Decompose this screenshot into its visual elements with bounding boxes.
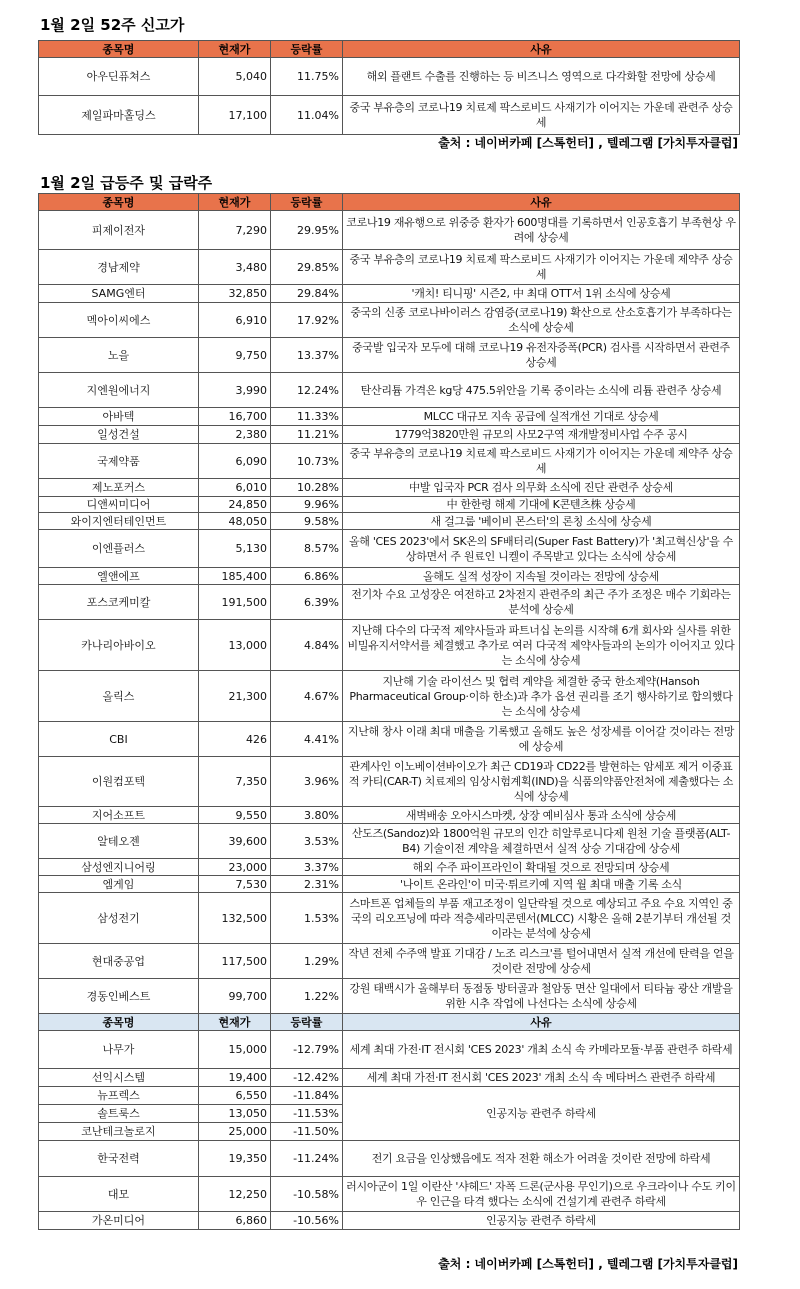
table-row bbox=[39, 303, 740, 338]
reason: '나이트 온라인'이 미국·튀르키예 지역 월 최대 매출 기록 소식 bbox=[343, 876, 740, 893]
reason: MLCC 대규모 지속 공급에 실적개선 기대로 상승세 bbox=[343, 408, 740, 426]
change-rate: -10.58% bbox=[271, 1177, 343, 1212]
header-reason: 사유 bbox=[343, 41, 740, 58]
stock-name: 경동인베스트 bbox=[39, 979, 199, 1014]
current-price: 15,000 bbox=[199, 1031, 271, 1069]
reason: 작년 전체 수주액 발표 기대감 / 노조 리스크'를 털어내면서 실적 개선에 탄력을 얻을 것이란 전망에 상승세 bbox=[343, 944, 740, 979]
current-price: 3,990 bbox=[199, 373, 271, 408]
current-price: 426 bbox=[199, 722, 271, 757]
stock-name: SAMG엔터 bbox=[39, 285, 199, 303]
change-rate: 29.95% bbox=[271, 211, 343, 250]
stock-name: 삼성전기 bbox=[39, 893, 199, 944]
table-row bbox=[39, 444, 740, 479]
change-rate: 17.92% bbox=[271, 303, 343, 338]
table-row bbox=[39, 893, 740, 944]
table-row bbox=[39, 876, 740, 893]
stock-name: 제노포커스 bbox=[39, 479, 199, 497]
stock-name: 대모 bbox=[39, 1177, 199, 1212]
table-row bbox=[39, 250, 740, 285]
header-name: 종목명 bbox=[39, 1014, 199, 1031]
table-row bbox=[39, 338, 740, 373]
table-row bbox=[39, 1069, 740, 1087]
current-price: 39,600 bbox=[199, 824, 271, 859]
stock-name: 현대중공업 bbox=[39, 944, 199, 979]
table-row bbox=[39, 285, 740, 303]
change-rate: 3.53% bbox=[271, 824, 343, 859]
reason: 중국의 신종 코로나바이러스 감염증(코로나19) 확산으로 산소호흡기가 부족하다는 소식에 상승세 bbox=[343, 303, 740, 338]
current-price: 5,040 bbox=[199, 58, 271, 96]
reason: 스마트폰 업체들의 부품 재고조정이 일단락될 것으로 예상되고 주요 수요 지역인 중국의 리오프닝에 따라 적층세라믹콘덴서(MLCC) 시황은 올해 2분기부터 개선될 것이라는 분석에 상승세 bbox=[343, 893, 740, 944]
source-note-movers: 출처 : 네이버카페 [스톡헌터] , 텔레그램 [가치투자클럽] bbox=[438, 1257, 738, 1271]
stock-name: 알테오젠 bbox=[39, 824, 199, 859]
change-rate: 11.75% bbox=[271, 58, 343, 96]
table-row bbox=[39, 979, 740, 1014]
table-row bbox=[39, 722, 740, 757]
reason: 강원 태백시가 올해부터 동점동 방터골과 철암동 면산 일대에서 티타늄 광산 개발을 위한 시추 작업에 나선다는 소식에 상승세 bbox=[343, 979, 740, 1014]
current-price: 24,850 bbox=[199, 497, 271, 513]
table-row bbox=[39, 824, 740, 859]
table-row bbox=[39, 497, 740, 513]
header-rate: 등락률 bbox=[271, 194, 343, 211]
current-price: 13,050 bbox=[199, 1105, 271, 1123]
reason: 인공지능 관련주 하락세 bbox=[343, 1087, 740, 1141]
reason: 러시아군이 1일 이란산 '샤헤드' 자폭 드론(군사용 무인기)으로 우크라이나 수도 키이우 인근을 타격 했다는 소식에 건설기계 관련주 하락세 bbox=[343, 1177, 740, 1212]
current-price: 7,530 bbox=[199, 876, 271, 893]
stock-name: 한국전력 bbox=[39, 1141, 199, 1177]
header-rate: 등락률 bbox=[271, 1014, 343, 1031]
stock-name: 솔트룩스 bbox=[39, 1105, 199, 1123]
current-price: 191,500 bbox=[199, 585, 271, 620]
reason: 올해 'CES 2023'에서 SK온의 SF배터리(Super Fast Battery)가 '최고혁신상'을 수상하면서 주 원료인 니켈이 주목받고 있다는 소식에 상승세 bbox=[343, 530, 740, 568]
change-rate: 1.29% bbox=[271, 944, 343, 979]
reason: 지난해 기술 라이선스 및 협력 계약을 체결한 중국 한소제약(Hansoh Pharmaceutical Group·이하 한소)과 추가 옵션 권리를 조기 행사하기로 합의했다는 소식에 상승세 bbox=[343, 671, 740, 722]
change-rate: 13.37% bbox=[271, 338, 343, 373]
stock-name: 카나리아바이오 bbox=[39, 620, 199, 671]
change-rate: 3.80% bbox=[271, 807, 343, 824]
table-row bbox=[39, 757, 740, 807]
header-name: 종목명 bbox=[39, 194, 199, 211]
stock-name: 피제이전자 bbox=[39, 211, 199, 250]
reason: 전기 요금을 인상했음에도 적자 전환 해소가 어려울 것이란 전망에 하락세 bbox=[343, 1141, 740, 1177]
current-price: 17,100 bbox=[199, 96, 271, 135]
change-rate: 9.96% bbox=[271, 497, 343, 513]
change-rate: -12.79% bbox=[271, 1031, 343, 1069]
change-rate: -11.84% bbox=[271, 1087, 343, 1105]
reason: 1779억3820만원 규모의 사모2구역 재개발정비사업 수주 공시 bbox=[343, 426, 740, 444]
current-price: 9,550 bbox=[199, 807, 271, 824]
stock-name: 지어소프트 bbox=[39, 807, 199, 824]
header-price: 현재가 bbox=[199, 41, 271, 58]
change-rate: -11.50% bbox=[271, 1123, 343, 1141]
table-row bbox=[39, 530, 740, 568]
reason: 새 걸그룹 '베이비 몬스터'의 론칭 소식에 상승세 bbox=[343, 513, 740, 530]
change-rate: -10.56% bbox=[271, 1212, 343, 1230]
current-price: 16,700 bbox=[199, 408, 271, 426]
current-price: 7,290 bbox=[199, 211, 271, 250]
stock-name: 코난테크놀로지 bbox=[39, 1123, 199, 1141]
stock-name: 아우딘퓨쳐스 bbox=[39, 58, 199, 96]
header-reason: 사유 bbox=[343, 1014, 740, 1031]
change-rate: 8.57% bbox=[271, 530, 343, 568]
change-rate: 4.41% bbox=[271, 722, 343, 757]
new-high-table bbox=[38, 40, 740, 135]
table-row bbox=[39, 671, 740, 722]
reason: 세계 최대 가전·IT 전시회 'CES 2023' 개최 소식 속 메타버스 관련주 하락세 bbox=[343, 1069, 740, 1087]
stock-name: 노을 bbox=[39, 338, 199, 373]
table-header-row-down bbox=[39, 1014, 740, 1031]
stock-name: 와이지엔터테인먼트 bbox=[39, 513, 199, 530]
change-rate: -12.42% bbox=[271, 1069, 343, 1087]
reason: 산도즈(Sandoz)와 1800억원 규모의 인간 히알루로니다제 원천 기술 플랫폼(ALT-B4) 기술이전 계약을 체결하면서 실적 상승 기대감에 상승세 bbox=[343, 824, 740, 859]
reason: 전기차 수요 고성장은 여전하고 2차전지 관련주의 최근 주가 조정은 매수 기회라는 분석에 상승세 bbox=[343, 585, 740, 620]
change-rate: 6.39% bbox=[271, 585, 343, 620]
table-row bbox=[39, 513, 740, 530]
table-row bbox=[39, 620, 740, 671]
change-rate: -11.53% bbox=[271, 1105, 343, 1123]
change-rate: -11.24% bbox=[271, 1141, 343, 1177]
change-rate: 10.28% bbox=[271, 479, 343, 497]
change-rate: 3.37% bbox=[271, 859, 343, 876]
source-note-new-high: 출처 : 네이버카페 [스톡헌터] , 텔레그램 [가치투자클럽] bbox=[438, 136, 738, 150]
table-row bbox=[39, 807, 740, 824]
current-price: 6,010 bbox=[199, 479, 271, 497]
change-rate: 4.84% bbox=[271, 620, 343, 671]
section-title-new-high: 1월 2일 52주 신고가 bbox=[40, 16, 185, 34]
table-header-row bbox=[39, 41, 740, 58]
reason: 세계 최대 가전·IT 전시회 'CES 2023' 개최 소식 속 카메라모듈·부품 관련주 하락세 bbox=[343, 1031, 740, 1069]
current-price: 132,500 bbox=[199, 893, 271, 944]
reason: 인공지능 관련주 하락세 bbox=[343, 1212, 740, 1230]
stock-name: 엘앤에프 bbox=[39, 568, 199, 585]
stock-name: 멕아이씨에스 bbox=[39, 303, 199, 338]
reason: 중국 부유층의 코로나19 치료제 팍스로비드 사재기가 이어지는 가운데 제약주 상승세 bbox=[343, 250, 740, 285]
reason: 지난해 창사 이래 최대 매출을 기록했고 올해도 높은 성장세를 이어갈 것이라는 전망에 상승세 bbox=[343, 722, 740, 757]
stock-name: 나무가 bbox=[39, 1031, 199, 1069]
current-price: 6,090 bbox=[199, 444, 271, 479]
reason: 코로나19 재유행으로 위중증 환자가 600명대를 기록하면서 인공호흡기 부족현상 우려에 상승세 bbox=[343, 211, 740, 250]
change-rate: 12.24% bbox=[271, 373, 343, 408]
current-price: 23,000 bbox=[199, 859, 271, 876]
change-rate: 4.67% bbox=[271, 671, 343, 722]
change-rate: 2.31% bbox=[271, 876, 343, 893]
current-price: 185,400 bbox=[199, 568, 271, 585]
change-rate: 10.73% bbox=[271, 444, 343, 479]
change-rate: 11.21% bbox=[271, 426, 343, 444]
stock-name: 아바텍 bbox=[39, 408, 199, 426]
stock-name: 디앤씨미디어 bbox=[39, 497, 199, 513]
reason: 중국 부유층의 코로나19 치료제 팍스로비드 사재기가 이어지는 가운데 관련주 상승세 bbox=[343, 96, 740, 135]
current-price: 117,500 bbox=[199, 944, 271, 979]
reason: 올해도 실적 성장이 지속될 것이라는 전망에 상승세 bbox=[343, 568, 740, 585]
stock-name: 엠게임 bbox=[39, 876, 199, 893]
change-rate: 11.04% bbox=[271, 96, 343, 135]
change-rate: 11.33% bbox=[271, 408, 343, 426]
current-price: 3,480 bbox=[199, 250, 271, 285]
current-price: 6,860 bbox=[199, 1212, 271, 1230]
reason: 中발 입국자 PCR 검사 의무화 소식에 진단 관련주 상승세 bbox=[343, 479, 740, 497]
reason: 해외 플랜트 수출를 진행하는 등 비즈니스 영역으로 다각화할 전망에 상승세 bbox=[343, 58, 740, 96]
change-rate: 6.86% bbox=[271, 568, 343, 585]
table-row bbox=[39, 96, 740, 135]
table-row bbox=[39, 1212, 740, 1230]
current-price: 7,350 bbox=[199, 757, 271, 807]
change-rate: 1.53% bbox=[271, 893, 343, 944]
current-price: 2,380 bbox=[199, 426, 271, 444]
stock-name: 일성건설 bbox=[39, 426, 199, 444]
table-row bbox=[39, 859, 740, 876]
reason: '캐치! 티니핑' 시즌2, 中 최대 OTT서 1위 소식에 상승세 bbox=[343, 285, 740, 303]
table-row bbox=[39, 1177, 740, 1212]
change-rate: 1.22% bbox=[271, 979, 343, 1014]
reason: 해외 수주 파이프라인이 확대될 것으로 전망되며 상승세 bbox=[343, 859, 740, 876]
current-price: 48,050 bbox=[199, 513, 271, 530]
stock-name: 제일파마홀딩스 bbox=[39, 96, 199, 135]
table-row bbox=[39, 1031, 740, 1069]
table-row bbox=[39, 1087, 740, 1105]
current-price: 6,910 bbox=[199, 303, 271, 338]
current-price: 25,000 bbox=[199, 1123, 271, 1141]
stock-name: 이엔플러스 bbox=[39, 530, 199, 568]
reason: 중국발 입국자 모두에 대해 코로나19 유전자증폭(PCR) 검사를 시작하면서 관련주 상승세 bbox=[343, 338, 740, 373]
header-price: 현재가 bbox=[199, 1014, 271, 1031]
stock-name: 경남제약 bbox=[39, 250, 199, 285]
table-row bbox=[39, 479, 740, 497]
reason: 중국 부유층의 코로나19 치료제 팍스로비드 사재기가 이어지는 가운데 제약주 상승세 bbox=[343, 444, 740, 479]
section-title-movers: 1월 2일 급등주 및 급락주 bbox=[40, 174, 213, 192]
change-rate: 29.85% bbox=[271, 250, 343, 285]
reason: 관계사인 이노베이션바이오가 최근 CD19과 CD22를 발현하는 암세포 제거 이중표적 카티(CAR-T) 치료제의 임상시험계획(IND)을 식품의약품안전처에 제출했다는 소식에 상승세 bbox=[343, 757, 740, 807]
current-price: 5,130 bbox=[199, 530, 271, 568]
table-row bbox=[39, 944, 740, 979]
current-price: 99,700 bbox=[199, 979, 271, 1014]
stock-name: 삼성엔지니어링 bbox=[39, 859, 199, 876]
current-price: 19,350 bbox=[199, 1141, 271, 1177]
reason: 새벽배송 오아시스마켓, 상장 예비심사 통과 소식에 상승세 bbox=[343, 807, 740, 824]
table-row bbox=[39, 373, 740, 408]
reason: 탄산리튬 가격은 kg당 475.5위안을 기록 중이라는 소식에 리튬 관련주 상승세 bbox=[343, 373, 740, 408]
current-price: 19,400 bbox=[199, 1069, 271, 1087]
stock-name: 올릭스 bbox=[39, 671, 199, 722]
change-rate: 3.96% bbox=[271, 757, 343, 807]
current-price: 32,850 bbox=[199, 285, 271, 303]
stock-name: 가온미디어 bbox=[39, 1212, 199, 1230]
table-row bbox=[39, 211, 740, 250]
header-price: 현재가 bbox=[199, 194, 271, 211]
table-row bbox=[39, 585, 740, 620]
stock-name: 선익시스템 bbox=[39, 1069, 199, 1087]
current-price: 6,550 bbox=[199, 1087, 271, 1105]
header-rate: 등락률 bbox=[271, 41, 343, 58]
change-rate: 9.58% bbox=[271, 513, 343, 530]
table-row bbox=[39, 408, 740, 426]
current-price: 9,750 bbox=[199, 338, 271, 373]
header-name: 종목명 bbox=[39, 41, 199, 58]
current-price: 21,300 bbox=[199, 671, 271, 722]
table-row bbox=[39, 426, 740, 444]
stock-name: CBI bbox=[39, 722, 199, 757]
table-row bbox=[39, 568, 740, 585]
reason: 지난해 다수의 다국적 제약사들과 파트너십 논의를 시작해 6개 회사와 실사를 위한 비밀유지서약서를 체결했고 추가로 여러 다국적 제약사들과의 논의가 이어지고 있다는 소식에 상승세 bbox=[343, 620, 740, 671]
table-row bbox=[39, 1141, 740, 1177]
current-price: 13,000 bbox=[199, 620, 271, 671]
stock-name: 뉴프렉스 bbox=[39, 1087, 199, 1105]
stock-name: 포스코케미칼 bbox=[39, 585, 199, 620]
table-row bbox=[39, 58, 740, 96]
table-header-row bbox=[39, 194, 740, 211]
current-price: 12,250 bbox=[199, 1177, 271, 1212]
header-reason: 사유 bbox=[343, 194, 740, 211]
movers-table bbox=[38, 193, 740, 1230]
reason: 中 한한령 해제 기대에 K콘텐츠株 상승세 bbox=[343, 497, 740, 513]
stock-name: 국제약품 bbox=[39, 444, 199, 479]
change-rate: 29.84% bbox=[271, 285, 343, 303]
stock-name: 지엔원에너지 bbox=[39, 373, 199, 408]
stock-name: 이원컴포텍 bbox=[39, 757, 199, 807]
